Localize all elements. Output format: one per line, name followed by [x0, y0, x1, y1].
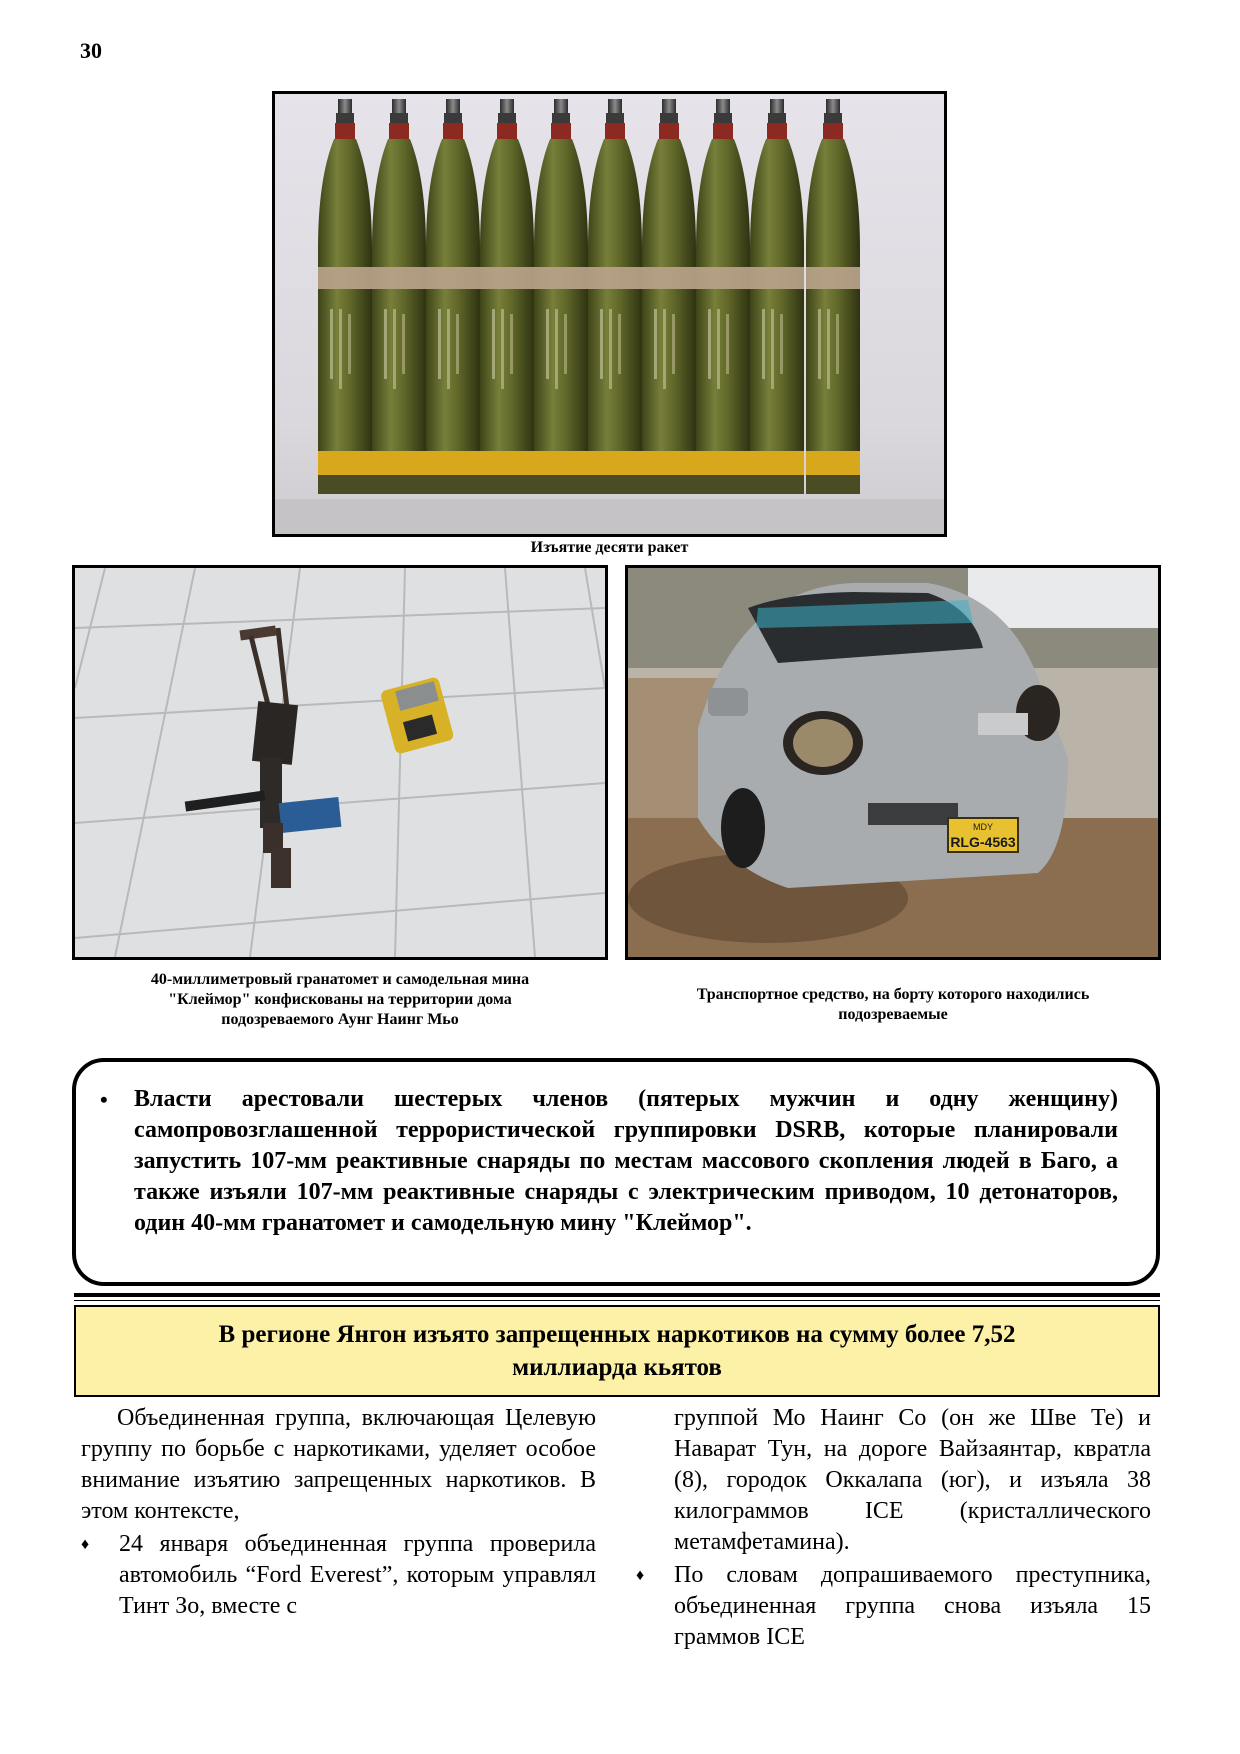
license-plate: RLG-4563	[950, 834, 1016, 850]
article-bullet-left	[81, 1529, 596, 1622]
article-left-column	[81, 1403, 596, 1622]
car-photo	[625, 565, 1161, 960]
headline-line-2: миллиарда кьятов	[512, 1354, 722, 1381]
article-continuation-paragraph: группой Мо Наинг Со (он же Шве Те) и Наварат Тун, на дороге Вайзаянтар, квратла (8), городок Оккалапа (юг), и изъяла 38 килограммов ICE (кристаллического метамфетамина).	[674, 1405, 1151, 1555]
launcher-caption	[72, 970, 608, 1030]
car-caption	[625, 985, 1161, 1025]
section-rule-thin	[74, 1300, 1160, 1301]
rockets-illustration	[275, 94, 944, 534]
launcher-illustration	[75, 568, 605, 957]
diamond-bullet-icon: ♦	[81, 1536, 90, 1553]
launcher-caption-line-2: "Клеймор" конфискованы на территории дома	[168, 991, 512, 1008]
article-bullet-left-text: 24 января объединенная группа проверила автомобиль “Ford Everest”, которым управлял Тинт Зо, вместе с	[119, 1531, 596, 1619]
car-caption-line-1: Транспортное средство, на борту которого находились	[696, 986, 1090, 1003]
rockets-photo	[272, 91, 947, 537]
plate-region: MDY	[973, 822, 993, 832]
arrest-summary-box	[72, 1058, 1160, 1286]
launcher-caption-line-1: 40-миллиметровый гранатомет и самодельная мина	[150, 971, 530, 988]
rockets-caption: Изъятие десяти ракет	[530, 539, 689, 556]
article-intro-paragraph: Объединенная группа, включающая Целевую группу по борьбе с наркотиками, уделяет особое внимание изъятию запрещенных наркотиков. В этом контексте,	[81, 1405, 596, 1524]
headline-line-1: В регионе Янгон изъято запрещенных наркотиков на сумму более 7,52	[218, 1321, 1016, 1348]
article-right-column	[636, 1403, 1151, 1653]
article-bullet-right	[636, 1560, 1151, 1653]
section-rule-thick	[74, 1293, 1160, 1297]
launcher-caption-line-3: подозреваемого Аунг Наинг Мьо	[221, 1011, 459, 1028]
page-number: 30	[80, 38, 102, 63]
section-headline	[74, 1305, 1160, 1397]
diamond-bullet-icon: ♦	[636, 1567, 645, 1584]
article-bullet-right-text: По словам допрашиваемого преступника, объединенная группа снова изъяла 15 граммов ICE	[674, 1562, 1151, 1650]
car-caption-line-2: подозреваемые	[838, 1006, 948, 1023]
arrest-summary-text: • Власти арестовали шестерых членов (пятерых мужчин и одну женщину) самопровозглашенной террористической группировки DSRB, которые планировали запустить 107-мм реактивные снаряды по местам массового скопления людей в Баго, а также изъяли 107-мм реактивные снаряды с электрическим приводом, 10 детонаторов, один 40-мм гранатомет и самодельную мину "Клеймор".	[134, 1084, 1118, 1239]
car-illustration	[628, 568, 1158, 957]
launcher-photo	[72, 565, 608, 960]
